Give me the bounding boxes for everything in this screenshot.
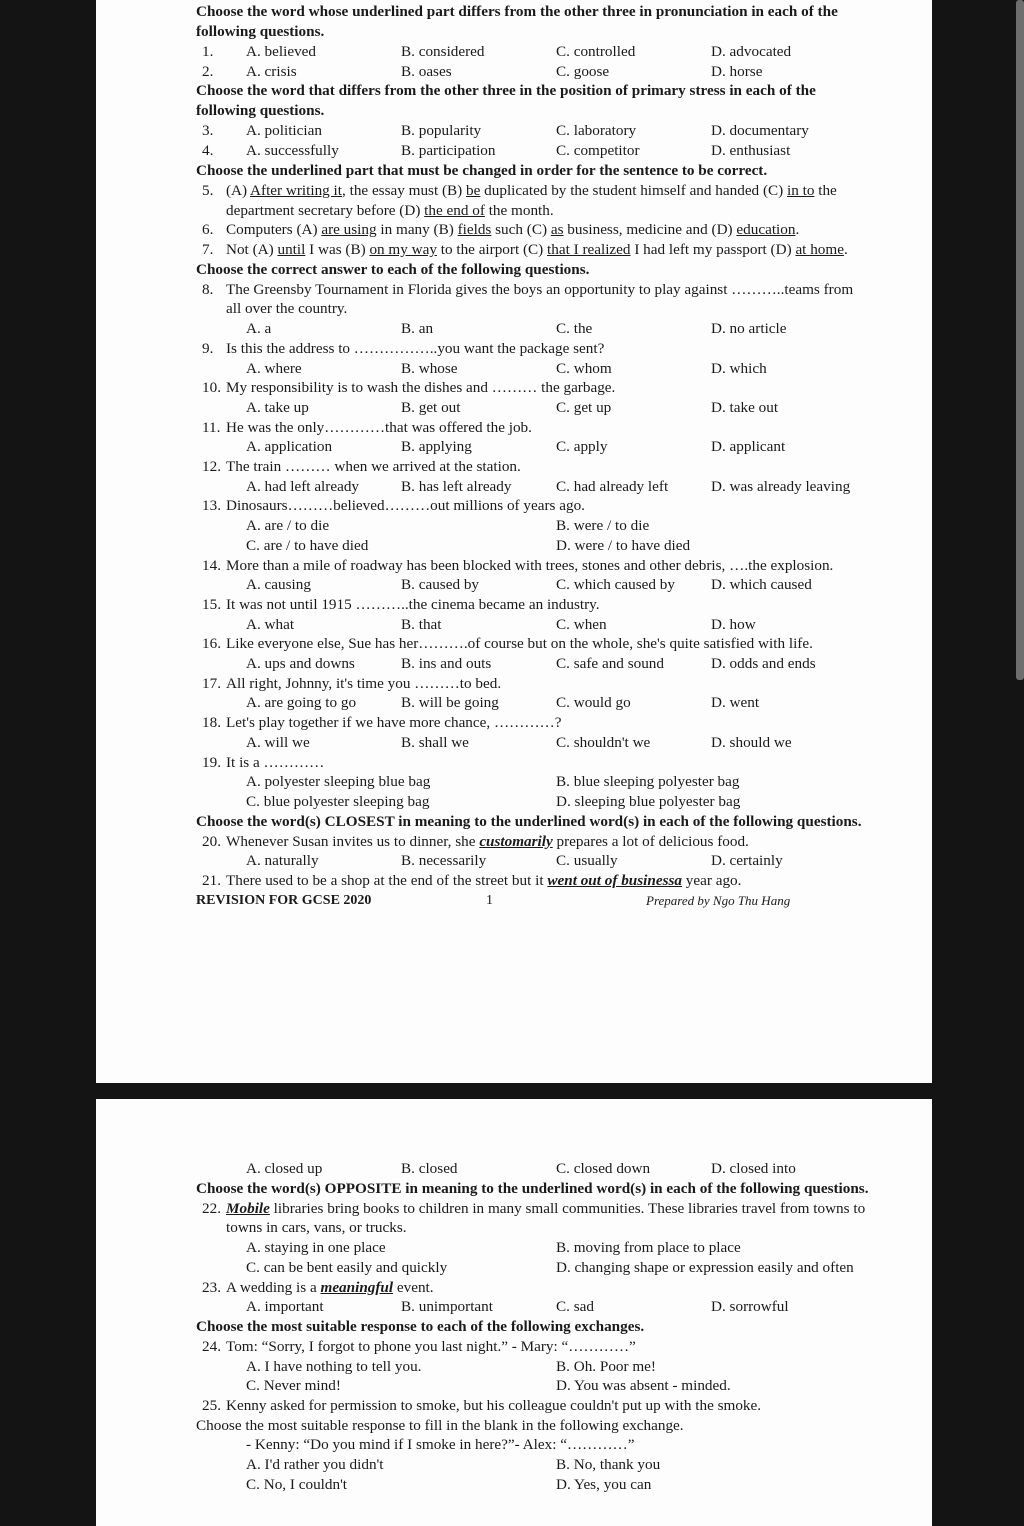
question-number: 1. [202,43,214,60]
underlined-text: After writing it [250,181,342,199]
question-text: year ago. [682,872,742,890]
options [196,516,932,555]
question-number: 22. [202,1199,221,1217]
question-number: 8. [202,280,214,298]
question [196,280,866,319]
question-number: 11. [202,418,221,436]
answer-option: B. unimportant [401,1298,493,1316]
question [196,418,866,438]
underlined-text: are using [321,221,377,239]
options [196,42,932,62]
underlined-text: be [466,181,481,199]
question [196,595,866,615]
page-footer [196,893,836,909]
page-number: 1 [486,892,493,908]
answer-option: D. take out [711,398,779,416]
question [196,339,866,359]
answer-option: B. moving from place to place [556,1239,741,1257]
options [196,398,932,418]
options [196,359,932,379]
question-text: , the essay must (B) [342,181,467,199]
answer-option: B. Oh. Poor me! [556,1357,656,1375]
answer-option: A. ups and downs [246,655,355,673]
answer-option: A. will we [246,733,310,751]
options [196,1357,932,1396]
options [196,575,932,595]
options [196,1297,932,1317]
question [196,713,866,733]
answer-option: A. polyester sleeping blue bag [246,773,431,791]
question-text: He was the only…………that was offered the job. [226,418,532,436]
options [196,121,932,141]
question-text: It is a ………… [226,753,325,771]
answer-option: A. application [246,438,333,456]
question [196,220,866,240]
answer-option: C. get up [556,398,612,416]
answer-option: C. laboratory [556,122,637,140]
question-text: (A) [226,181,251,199]
question-number: 15. [202,595,221,613]
question-text: libraries bring books to children in many small communities. These libraries travel from towns to towns in cars, vans, or trucks. [226,1199,866,1237]
question-number: 6. [202,221,214,239]
question-text: Dinosaurs………believed………out millions of years ago. [226,497,585,515]
question-number: 25. [202,1397,221,1415]
question-text: Whenever Susan invites us to dinner, she [226,832,480,850]
question [196,1337,866,1357]
question [196,240,866,260]
options [196,733,932,753]
answer-option: C. had already left [556,477,669,495]
answer-option: B. applying [401,438,472,456]
question-number: 17. [202,674,221,692]
instruction-text: Choose the most suitable response to fill in the blank in the following exchange. [196,1416,684,1434]
question [196,832,866,852]
answer-option: A. naturally [246,852,319,870]
answer-option: B. caused by [401,576,480,594]
question-text: More than a mile of roadway has been blocked with trees, stones and other debris, ….the explosion. [226,556,834,574]
answer-option: B. participation [401,142,496,160]
answer-option: A. a [246,320,272,338]
answer-option: D. certainly [711,852,783,870]
answer-option: A. are / to die [246,517,330,535]
question-text: My responsibility is to wash the dishes and ……… the garbage. [226,379,616,397]
answer-option: A. crisis [246,62,297,80]
answer-option: B. will be going [401,694,499,712]
answer-option: B. were / to die [556,517,650,535]
answer-option: C. closed down [556,1160,651,1177]
answer-option: B. closed [401,1160,458,1177]
options [196,141,932,161]
question [196,556,866,576]
question-text: such (C) [491,221,551,239]
question [196,1278,866,1298]
section-heading: Choose the word whose underlined part differs from the other three in pronunciation in each of the following questions. [196,3,838,40]
question-number: 4. [202,142,214,160]
options [196,654,932,674]
options [196,319,932,339]
answer-option: C. the [556,320,593,338]
answer-option: A. closed up [246,1160,323,1177]
answer-option: D. no article [711,320,787,338]
question-text: Computers (A) [226,221,322,239]
question [196,496,866,516]
question-number: 5. [202,181,214,199]
question-text: . [795,221,800,239]
question-number: 18. [202,714,221,732]
answer-option: D. changing shape or expression easily and often [556,1258,854,1276]
options [196,772,932,811]
options [196,851,932,871]
answer-option: D. Yes, you can [556,1475,652,1493]
question [196,457,866,477]
question-text: Is this the address to ……………..you want the package sent? [226,339,605,357]
question-number: 3. [202,122,214,140]
answer-option: C. apply [556,438,608,456]
answer-option: B. popularity [401,122,482,140]
question-number: 13. [202,497,221,515]
document-page-2 [96,1099,932,1526]
question-text: All right, Johnny, it's time you ………to bed. [226,674,502,692]
question-text: Let's play together if we have more chance, …………? [226,714,562,732]
answer-option: B. whose [401,359,458,377]
question [196,753,866,773]
question-number: 20. [202,832,221,850]
section-heading: Choose the word(s) CLOSEST in meaning to the underlined word(s) in each of the following questions. [196,812,862,830]
underlined-text: in to [787,181,815,199]
answer-option: A. I have nothing to tell you. [246,1357,422,1375]
question-text: in many (B) [376,221,458,239]
answer-option: D. which caused [711,576,812,594]
answer-option: D. how [711,615,756,633]
underlined-text: on my way [369,240,437,258]
answer-option: D. were / to have died [556,536,691,554]
answer-option: D. sorrowful [711,1298,789,1316]
question-text: duplicated by the student himself and handed (C) [480,181,787,199]
answer-option: C. goose [556,62,610,80]
answer-option: D. horse [711,62,763,80]
section-heading: Choose the correct answer to each of the following questions. [196,260,590,278]
question [196,674,866,694]
answer-option: B. No, thank you [556,1456,661,1474]
footer-author: Prepared by Ngo Thu Hang [646,892,791,908]
answer-option: D. should we [711,733,792,751]
question [196,181,866,220]
question-number: 19. [202,753,221,771]
question-number: 7. [202,240,214,258]
answer-option: A. causing [246,576,311,594]
answer-option: A. what [246,615,295,633]
answer-option: D. closed into [711,1160,796,1177]
question-text: Like everyone else, Sue has her……….of course but on the whole, she's quite satisfied with life. [226,635,813,653]
underlined-text: at home [795,240,844,258]
section-heading: Choose the most suitable response to each of the following exchanges. [196,1317,645,1335]
answer-option: B. ins and outs [401,655,492,673]
answer-option: A. had left already [246,477,360,495]
question [196,871,866,891]
underlined-text: meaningful [320,1278,394,1296]
section-heading: Choose the word(s) OPPOSITE in meaning to the underlined word(s) in each of the following questions. [196,1179,869,1197]
question-text: the department secretary before (D) [226,181,837,219]
question-number: 21. [202,872,221,890]
options [196,1455,932,1494]
answer-option: D. documentary [711,122,809,140]
answer-option: C. usually [556,852,618,870]
question-number: 23. [202,1278,221,1296]
underlined-text: the end of [424,201,485,219]
underlined-text: until [277,240,306,258]
question-number: 16. [202,635,221,653]
answer-option: B. has left already [401,477,512,495]
question-number: 10. [202,379,221,397]
underlined-text: went out of businessa [547,872,682,890]
answer-option: D. advocated [711,43,792,61]
options [196,437,932,457]
question-number: 2. [202,62,214,80]
answer-option: D. went [711,694,760,712]
options [196,1159,932,1179]
question-text: Tom: “Sorry, I forgot to phone you last night.” - Mary: “…………” [226,1337,636,1355]
question-text: Not (A) [226,240,278,258]
answer-option: B. that [401,615,442,633]
answer-option: A. staying in one place [246,1239,386,1257]
question-number: 12. [202,458,221,476]
question-number: 14. [202,556,221,574]
answer-option: C. which caused by [556,576,675,594]
answer-option: A. successfully [246,142,339,160]
section-heading: Choose the word that differs from the other three in the position of primary stress in each of the following questions. [196,82,816,120]
answer-option: B. get out [401,398,461,416]
answer-option: C. shouldn't we [556,733,651,751]
answer-option: C. No, I couldn't [246,1475,348,1493]
underlined-text: fields [457,221,492,239]
answer-option: D. was already leaving [711,477,851,495]
answer-option: A. I'd rather you didn't [246,1456,384,1474]
answer-option: D. sleeping blue polyester bag [556,792,741,810]
answer-option: D. enthusiast [711,142,791,160]
answer-option: A. politician [246,122,322,140]
answer-option: C. safe and sound [556,655,664,673]
answer-option: B. blue sleeping polyester bag [556,773,740,791]
answer-option: D. which [711,359,767,377]
answer-option: A. are going to go [246,694,357,712]
options [196,615,932,635]
options [196,477,932,497]
question-text: to the airport (C) [436,240,548,258]
answer-option: C. controlled [556,43,636,61]
answer-option: C. when [556,615,607,633]
answer-option: D. odds and ends [711,655,816,673]
question-text: event. [393,1278,434,1296]
scrollbar[interactable] [1016,0,1024,680]
underlined-text: as [550,221,564,239]
section-heading: Choose the underlined part that must be changed in order for the sentence to be correct. [196,161,768,179]
question-text: I had left my passport (D) [630,240,796,258]
answer-option: C. whom [556,359,612,377]
question-number: 9. [202,339,214,357]
document-page-1 [96,0,932,1083]
answer-option: C. blue polyester sleeping bag [246,792,430,810]
answer-option: A. important [246,1298,324,1316]
question [196,1396,866,1416]
question-text: . [843,240,848,258]
question-text: It was not until 1915 ………..the cinema became an industry. [226,595,600,613]
answer-option: B. considered [401,43,485,61]
question [196,1199,866,1238]
answer-option: D. applicant [711,438,786,456]
footer-title: REVISION FOR GCSE 2020 [196,892,372,908]
answer-option: C. would go [556,694,631,712]
question-number: 24. [202,1337,221,1355]
answer-option: A. take up [246,398,309,416]
answer-option: C. competitor [556,142,640,160]
answer-option: B. shall we [401,733,469,751]
answer-option: C. can be bent easily and quickly [246,1258,448,1276]
options [196,62,932,82]
answer-option: B. necessarily [401,852,487,870]
question-text: business, medicine and (D) [563,221,737,239]
answer-option: D. You was absent - minded. [556,1377,731,1395]
answer-option: A. where [246,359,302,377]
answer-option: A. believed [246,43,317,61]
question-text: Kenny asked for permission to smoke, but his colleague couldn't put up with the smoke. [226,1397,762,1415]
options [196,693,932,713]
question-text: the month. [484,201,554,219]
underlined-text: Mobile [226,1199,270,1217]
answer-option: C. Never mind! [246,1377,341,1395]
question [196,378,866,398]
answer-option: C. are / to have died [246,536,369,554]
options [196,1238,932,1277]
question-text: prepares a lot of delicious food. [552,832,749,850]
exchange-text: - Kenny: “Do you mind if I smoke in here?”- Alex: “…………” [246,1436,635,1454]
underlined-text: customarily [479,832,553,850]
answer-option: B. oases [401,62,452,80]
answer-option: C. sad [556,1298,594,1316]
question-text: The Greensby Tournament in Florida gives the boys an opportunity to play against ………..teams from all over the country. [226,280,854,318]
question [196,634,866,654]
underlined-text: education [736,221,796,239]
answer-option: B. an [401,320,434,338]
question-text: I was (B) [305,240,370,258]
underlined-text: that I realized [547,240,631,258]
question-text: The train ……… when we arrived at the station. [226,458,521,476]
question-text: A wedding is a [226,1278,321,1296]
question-text: There used to be a shop at the end of the street but it [226,872,548,890]
